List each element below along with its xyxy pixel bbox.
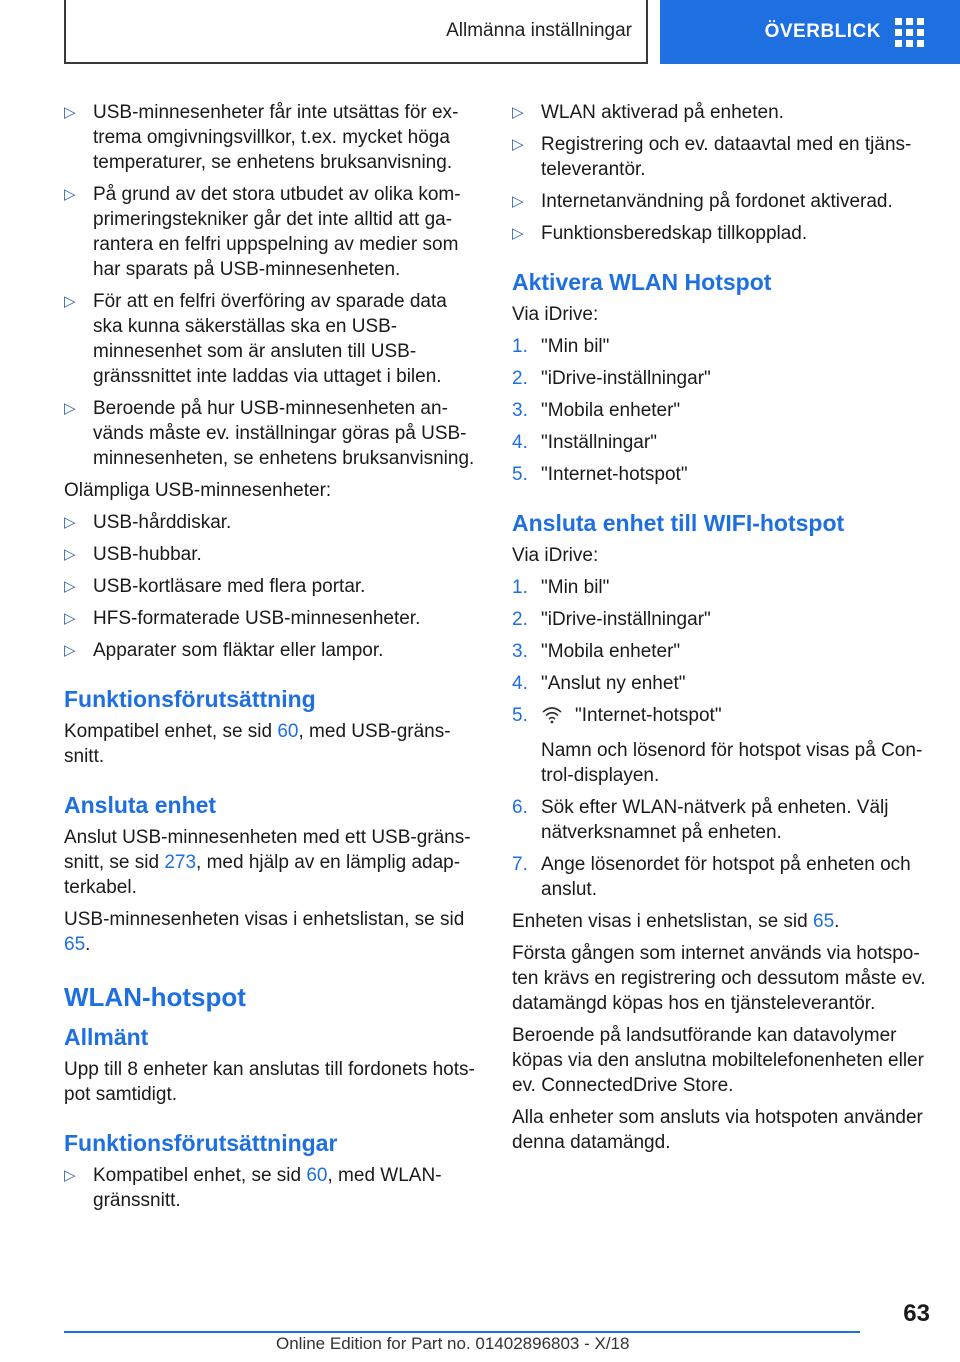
list-item: 3. "Mobila enheter" bbox=[512, 641, 681, 662]
general-text: Upp till 8 enheter kan anslutas till fordonets hotspot samtidigt. bbox=[64, 1059, 475, 1105]
heading-wlan-hotspot: WLAN-hotspot bbox=[64, 982, 246, 1012]
triangle-bullet-icon: ▷ bbox=[512, 104, 524, 121]
page-link[interactable]: 60 bbox=[306, 1165, 328, 1186]
triangle-bullet-icon: ▷ bbox=[512, 225, 524, 242]
triangle-bullet-icon: ▷ bbox=[64, 642, 76, 659]
list-item: ▷ USB-hårddiskar. bbox=[64, 512, 232, 533]
triangle-bullet-icon: ▷ bbox=[64, 610, 76, 627]
list-item: ▷ Internetanvändning på fordonet aktiverad. bbox=[512, 191, 893, 212]
triangle-bullet-icon: ▷ bbox=[64, 578, 76, 595]
list-item: ▷ HFS-formaterade USB-minnesenheter. bbox=[64, 608, 421, 629]
section-header bbox=[64, 0, 648, 64]
function-requirement-text: Kompatibel enhet, se sid 60, med USB-gränssnitt. bbox=[64, 721, 451, 767]
unsuitable-intro: Olämpliga USB-minnesenheter: bbox=[64, 480, 332, 501]
heading-general: Allmänt bbox=[64, 1024, 149, 1050]
triangle-bullet-icon: ▷ bbox=[64, 514, 76, 531]
heading-function-requirements: Funktionsförutsättningar bbox=[64, 1130, 338, 1156]
overview-label: ÖVERBLICK bbox=[764, 21, 881, 42]
triangle-bullet-icon: ▷ bbox=[64, 104, 76, 121]
via-idrive: Via iDrive: bbox=[512, 304, 599, 325]
list-item: 6. Sök efter WLAN-nätverk på enheten. Välj nätverksnamnet på enheten. bbox=[512, 797, 889, 843]
list-item: 3. "Mobila enheter" bbox=[512, 400, 681, 421]
list-item: ▷ USB-hubbar. bbox=[64, 544, 202, 565]
triangle-bullet-icon: ▷ bbox=[512, 136, 524, 153]
triangle-bullet-icon: ▷ bbox=[64, 186, 76, 203]
section-title: Allmänna inställningar bbox=[446, 20, 632, 41]
device-list-text: USB-minnesenheten visas i enhetslistan, se sid 65. bbox=[64, 909, 465, 955]
list-item: 2. "iDrive-inställningar" bbox=[512, 609, 711, 630]
page-number: 63 bbox=[903, 1300, 930, 1327]
triangle-bullet-icon: ▷ bbox=[64, 400, 76, 417]
heading-connect-device: Ansluta enhet bbox=[64, 792, 217, 818]
list-item: 4. "Inställningar" bbox=[512, 432, 657, 453]
right-column bbox=[512, 100, 930, 1162]
list-item: 2. "iDrive-inställningar" bbox=[512, 368, 711, 389]
list-item: 4. "Anslut ny enhet" bbox=[512, 673, 686, 694]
list-item: 1. "Min bil" bbox=[512, 336, 610, 357]
triangle-bullet-icon: ▷ bbox=[512, 193, 524, 210]
triangle-bullet-icon: ▷ bbox=[64, 293, 76, 310]
paragraph: Första gången som internet används via hotspoten krävs en registrering och dessutom måste ev. datamängd köpas hos en tjänsteleverantör. bbox=[512, 943, 926, 1014]
paragraph: Alla enheter som ansluts via hotspoten använder denna datamängd. bbox=[512, 1107, 923, 1153]
wifi-icon bbox=[541, 706, 563, 731]
page-link[interactable]: 65 bbox=[813, 911, 835, 932]
list-item: 1. "Min bil" bbox=[512, 577, 610, 598]
list-item: 5. "Internet-hotspot" bbox=[512, 464, 688, 485]
heading-function-requirement: Funktionsförutsättning bbox=[64, 686, 316, 712]
list-item: ▷ Kompatibel enhet, se sid 60, med WLAN-gränssnitt. bbox=[64, 1165, 442, 1211]
triangle-bullet-icon: ▷ bbox=[64, 1167, 76, 1184]
list-item: ▷ Funktionsberedskap tillkopplad. bbox=[512, 223, 808, 244]
overview-button[interactable] bbox=[660, 0, 960, 64]
list-item: ▷ USB-minnesenheter får inte utsättas för extrema omgivningsvillkor, t.ex. mycket höga temperaturer, se enhetens bruksanvisning. bbox=[64, 102, 459, 173]
footer-divider bbox=[64, 1331, 860, 1333]
list-item: 7. Ange lösenordet för hotspot på enheten och anslut. bbox=[512, 854, 911, 900]
heading-activate-hotspot: Aktivera WLAN Hotspot bbox=[512, 269, 772, 295]
list-item: ▷ Registrering och ev. dataavtal med en tjänsteleverantör. bbox=[512, 134, 912, 180]
list-item: ▷ WLAN aktiverad på enheten. bbox=[512, 102, 784, 123]
grid-icon bbox=[895, 18, 924, 47]
via-idrive: Via iDrive: bbox=[512, 545, 599, 566]
device-list-text: Enheten visas i enhetslistan, se sid 65. bbox=[512, 911, 840, 932]
footer-text: Online Edition for Part no. 01402896803 - X/18 bbox=[276, 1334, 630, 1353]
step-note: Namn och lösenord för hotspot visas på Control-displayen. bbox=[541, 740, 923, 786]
page-link[interactable]: 65 bbox=[64, 934, 86, 955]
list-item: ▷ Apparater som fläktar eller lampor. bbox=[64, 640, 384, 661]
left-column bbox=[64, 100, 480, 1220]
heading-connect-wifi: Ansluta enhet till WIFI-hotspot bbox=[512, 510, 845, 536]
page-link[interactable]: 60 bbox=[277, 721, 299, 742]
list-item: ▷ På grund av det stora utbudet av olika komprimeringstekniker går det inte alltid att garantera en felfri uppspelning av medier som har sparats på USB-minnesenheten. bbox=[64, 184, 461, 280]
list-item: 5. "Internet-hotspot" Namn och lösenord för hotspot visas på Control-displayen. bbox=[512, 703, 930, 788]
paragraph: Beroende på landsutförande kan datavolymer köpas via den anslutna mobiltelefonenheten eller ev. ConnectedDrive Store. bbox=[512, 1025, 924, 1096]
triangle-bullet-icon: ▷ bbox=[64, 546, 76, 563]
list-item: ▷ Beroende på hur USB-minnesenheten används måste ev. inställningar göras på USB-minnesenheten, se enhetens bruksanvisning. bbox=[64, 398, 475, 469]
connect-text: Anslut USB-minnesenheten med ett USB-gränssnitt, se sid 273, med hjälp av en lämplig adapterkabel. bbox=[64, 827, 471, 898]
list-item: ▷ För att en felfri överföring av sparade data ska kunna säkerställas ska en USB-minnesenhet som är ansluten till USB-gränssnittet inte laddas via uttaget i bilen. bbox=[64, 291, 447, 387]
list-item: ▷ USB-kortläsare med flera portar. bbox=[64, 576, 366, 597]
page-link[interactable]: 273 bbox=[164, 852, 197, 873]
